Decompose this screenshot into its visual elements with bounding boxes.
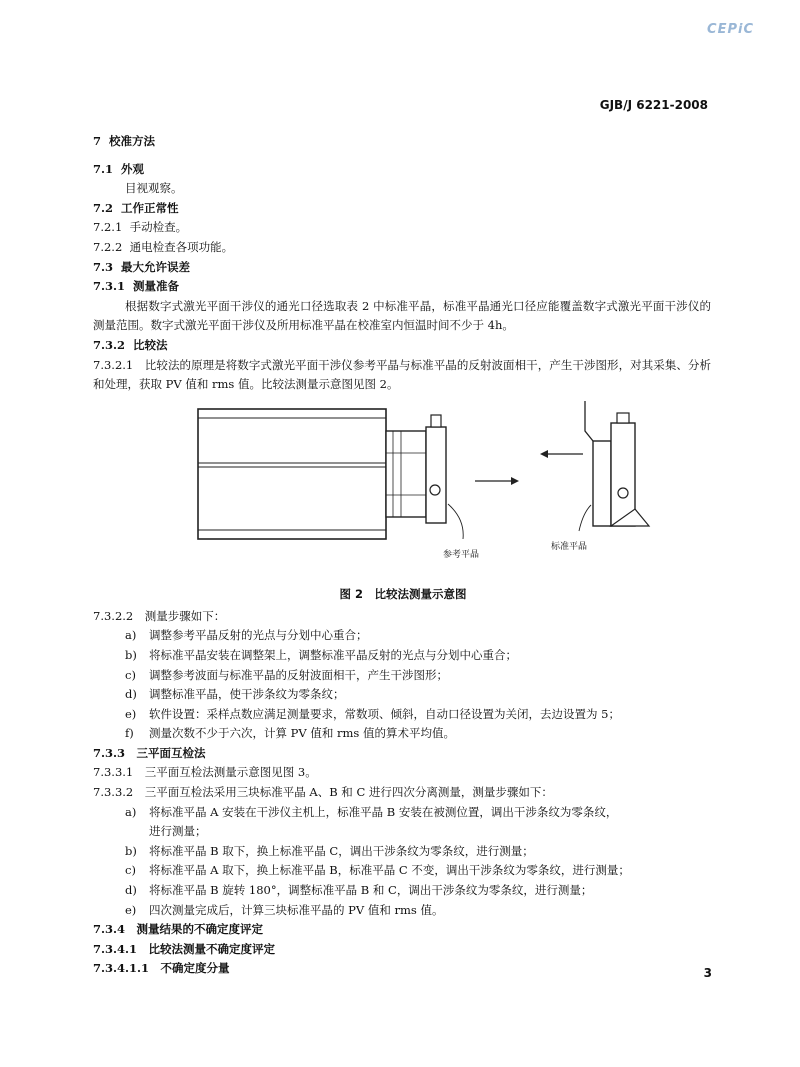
section-7-3-3-1: 7.3.3.1 三平面互检法测量示意图见图 3。 (93, 765, 317, 780)
list-item: c) 将标准平晶 A 取下，换上标准平晶 B，标准平晶 C 不变，调出干涉条纹为零条纹，进行测量； (125, 863, 630, 878)
interferometer-body (198, 409, 386, 539)
section-7-3-2-2-heading: 7.3.2.2 测量步骤如下： (93, 608, 226, 623)
list-item: d) 将标准平晶 B 旋转 180°，调整标准平晶 B 和 C，调出干涉条纹为零条纹，进行测量； (125, 883, 593, 898)
standard-number: GJB/J 6221-2008 (599, 98, 708, 112)
list-item: b) 将标准平晶 B 取下，换上标准平晶 C，调出干涉条纹为零条纹，进行测量； (125, 843, 534, 858)
reference-flat-label: 参考平晶 (443, 549, 480, 560)
reference-flat-mount (386, 431, 426, 517)
reference-flat (426, 427, 446, 523)
section-7-3-3-2: 7.3.3.2 三平面互检法采用三块标准平晶 A、B 和 C 进行四次分离测量，测量步骤如下： (93, 785, 553, 800)
standard-flat (593, 441, 611, 526)
section-7-3-3-heading: 7.3.3 三平面互检法 (93, 745, 206, 760)
document-body (93, 132, 713, 979)
section-7-3-4-heading: 7.3.4 测量结果的不确定度评定 (93, 922, 264, 937)
page-number: 3 (703, 966, 712, 980)
list-item: b) 将标准平晶安装在调整架上，调整标准平晶反射的光点与分划中心重合； (125, 647, 517, 662)
list-item: f) 测量次数不少于六次，计算 PV 值和 rms 值的算术平均值。 (125, 726, 455, 741)
section-7-3-2-1-body: 7.3.2.1 比较法的原理是将数字式激光平面干涉仪参考平晶与标准平晶的反射波面相干，产生干涉图形，对其采集、分析和处理，获取 PV 值和 rms 值。比较法测量示意图见图 2。 (93, 357, 711, 392)
section-7-3-4-1-1-heading: 7.3.4.1.1 不确定度分量 (93, 961, 230, 976)
section-7-2-heading: 7.2 工作正常性 (93, 200, 179, 215)
section-7-heading: 7 校准方法 (93, 134, 156, 148)
list-item-continuation: 进行测量； (149, 824, 207, 839)
section-7-2-1: 7.2.1 手动检查。 (93, 220, 188, 235)
list-item: c) 调整参考波面与标准平晶的反射波面相干，产生干涉图形； (125, 667, 448, 682)
standard-flat-holder (611, 423, 635, 526)
cepic-logo: CEPiC (707, 22, 754, 37)
section-7-3-4-1-heading: 7.3.4.1 比较法测量不确定度评定 (93, 941, 276, 956)
comparison-method-diagram (93, 401, 713, 551)
standard-flat-label: 标准平晶 (551, 541, 588, 552)
section-7-3-1-heading: 7.3.1 测量准备 (93, 279, 180, 294)
list-item: e) 四次测量完成后，计算三块标准平晶的 PV 值和 rms 值。 (125, 902, 444, 917)
figure-2 (93, 401, 713, 579)
figure-2-caption: 图 2 比较法测量示意图 (339, 586, 467, 601)
list-item: d) 调整标准平晶，使干涉条纹为零条纹； (125, 687, 345, 702)
section-7-1-heading: 7.1 外观 (93, 161, 145, 176)
section-7-2-2: 7.2.2 通电检查各项功能。 (93, 239, 234, 254)
list-item: a) 将标准平晶 A 安装在干涉仪主机上，标准平晶 B 安装在被测位置，调出干涉条纹为零条纹， (125, 804, 618, 819)
list-item: a) 调整参考平晶反射的光点与分划中心重合； (125, 628, 368, 643)
section-7-3-2-heading: 7.3.2 比较法 (93, 337, 168, 352)
list-item: e) 软件设置：采样点数应满足测量要求，常数项、倾斜，自动口径设置为关闭，去边设置为 5； (125, 706, 620, 721)
section-7-1-body: 目视观察。 (125, 181, 183, 196)
section-7-3-heading: 7.3 最大允许误差 (93, 259, 191, 274)
section-7-3-1-body: 根据数字式激光平面干涉仪的通光口径选取表 2 中标准平晶，标准平晶通光口径应能覆盖数字式激光平面干涉仪的测量范围。数字式激光平面干涉仪及所用标准平晶在校准室内恒温时间不少于 4h。 (93, 298, 711, 333)
